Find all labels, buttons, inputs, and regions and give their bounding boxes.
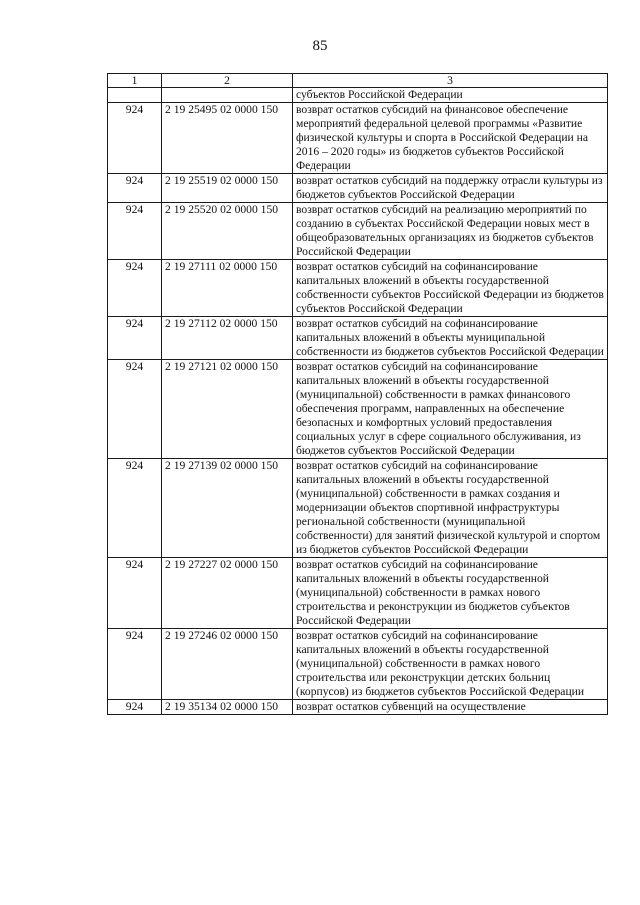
table-cell-description: возврат остатков субсидий на софинансирование капитальных вложений в объекты муниципальной собственности из бюджетов субъектов Российской Федерации: [293, 317, 608, 360]
column-header-2: 2: [162, 74, 293, 88]
table-cell-budget-code: 2 19 27121 02 0000 150: [162, 360, 293, 459]
table-cell-budget-code: 2 19 35134 02 0000 150: [162, 700, 293, 715]
table-row: [108, 558, 608, 629]
table-cell-admin-code: 924: [108, 558, 162, 629]
table-cell-description: возврат остатков субсидий на реализацию мероприятий по созданию в субъектах Российской Федерации новых мест в общеобразовательных организациях из бюджетов субъектов Российской Федерации: [293, 203, 608, 260]
table-row: [108, 629, 608, 700]
table-row: [108, 260, 608, 317]
table-cell-budget-code: 2 19 25495 02 0000 150: [162, 103, 293, 174]
table-cell-admin-code: 924: [108, 700, 162, 715]
table-cell-budget-code: 2 19 27246 02 0000 150: [162, 629, 293, 700]
table-cell-description: возврат остатков субвенций на осуществление: [293, 700, 608, 715]
table-cell-budget-code: 2 19 27139 02 0000 150: [162, 459, 293, 558]
table-cell-admin-code: 924: [108, 360, 162, 459]
budget-codes-table: [107, 73, 608, 715]
table-header-row: [108, 74, 608, 88]
table-cell-budget-code: 2 19 27112 02 0000 150: [162, 317, 293, 360]
table-cell-budget-code: 2 19 25520 02 0000 150: [162, 203, 293, 260]
table-cell-description: возврат остатков субсидий на софинансирование капитальных вложений в объекты государственной (муниципальной) собственности в рамках нового строительства или реконструкции детских больниц (корпусов) из бюджетов субъектов Российской Федерации: [293, 629, 608, 700]
table-row: [108, 360, 608, 459]
table-cell-budget-code: 2 19 27111 02 0000 150: [162, 260, 293, 317]
table-cell-empty: [162, 88, 293, 103]
table-cell-admin-code: 924: [108, 103, 162, 174]
table-cell-admin-code: 924: [108, 203, 162, 260]
table-cell-budget-code: 2 19 25519 02 0000 150: [162, 174, 293, 203]
table-row: [108, 103, 608, 174]
column-header-1: 1: [108, 74, 162, 88]
table-row: [108, 459, 608, 558]
table-cell-budget-code: 2 19 27227 02 0000 150: [162, 558, 293, 629]
table-cell-description: возврат остатков субсидий на финансовое обеспечение мероприятий федеральной целевой программы «Развитие физической культуры и спорта в Российской Федерации на 2016 – 2020 годы» из бюджетов субъектов Российской Федерации: [293, 103, 608, 174]
table-row: [108, 317, 608, 360]
table-cell-admin-code: 924: [108, 260, 162, 317]
table-cell-description: возврат остатков субсидий на софинансирование капитальных вложений в объекты государственной (муниципальной) собственности в рамках финансового обеспечения программ, направленных на обеспечение безопасных и комфортных условий предоставления социальных услуг в сфере социального обслуживания, из бюджетов субъектов Российской Федерации: [293, 360, 608, 459]
table-cell-empty: [108, 88, 162, 103]
table-cell-admin-code: 924: [108, 317, 162, 360]
page-number: 85: [312, 38, 328, 54]
table-cell-description: возврат остатков субсидий на софинансирование капитальных вложений в объекты государственной собственности субъектов Российской Федерации из бюджетов субъектов Российской Федерации: [293, 260, 608, 317]
column-header-3: 3: [293, 74, 608, 88]
table-cell-description: возврат остатков субсидий на софинансирование капитальных вложений в объекты государственной (муниципальной) собственности в рамках нового строительства и реконструкции из бюджетов субъектов Российской Федерации: [293, 558, 608, 629]
table-row-continuation: [108, 88, 608, 103]
table-row: [108, 700, 608, 715]
table-cell-description: возврат остатков субсидий на поддержку отрасли культуры из бюджетов субъектов Российской Федерации: [293, 174, 608, 203]
table-cell-description: возврат остатков субсидий на софинансирование капитальных вложений в объекты государственной (муниципальной) собственности в рамках создания и модернизации объектов спортивной инфраструктуры региональной собственности (муниципальной собственности) для занятий физической культурой и спортом из бюджетов субъектов Российской Федерации: [293, 459, 608, 558]
table-cell-admin-code: 924: [108, 174, 162, 203]
table-cell-admin-code: 924: [108, 629, 162, 700]
table-cell-admin-code: 924: [108, 459, 162, 558]
table-cell-description: субъектов Российской Федерации: [293, 88, 608, 103]
table-row: [108, 203, 608, 260]
table-row: [108, 174, 608, 203]
